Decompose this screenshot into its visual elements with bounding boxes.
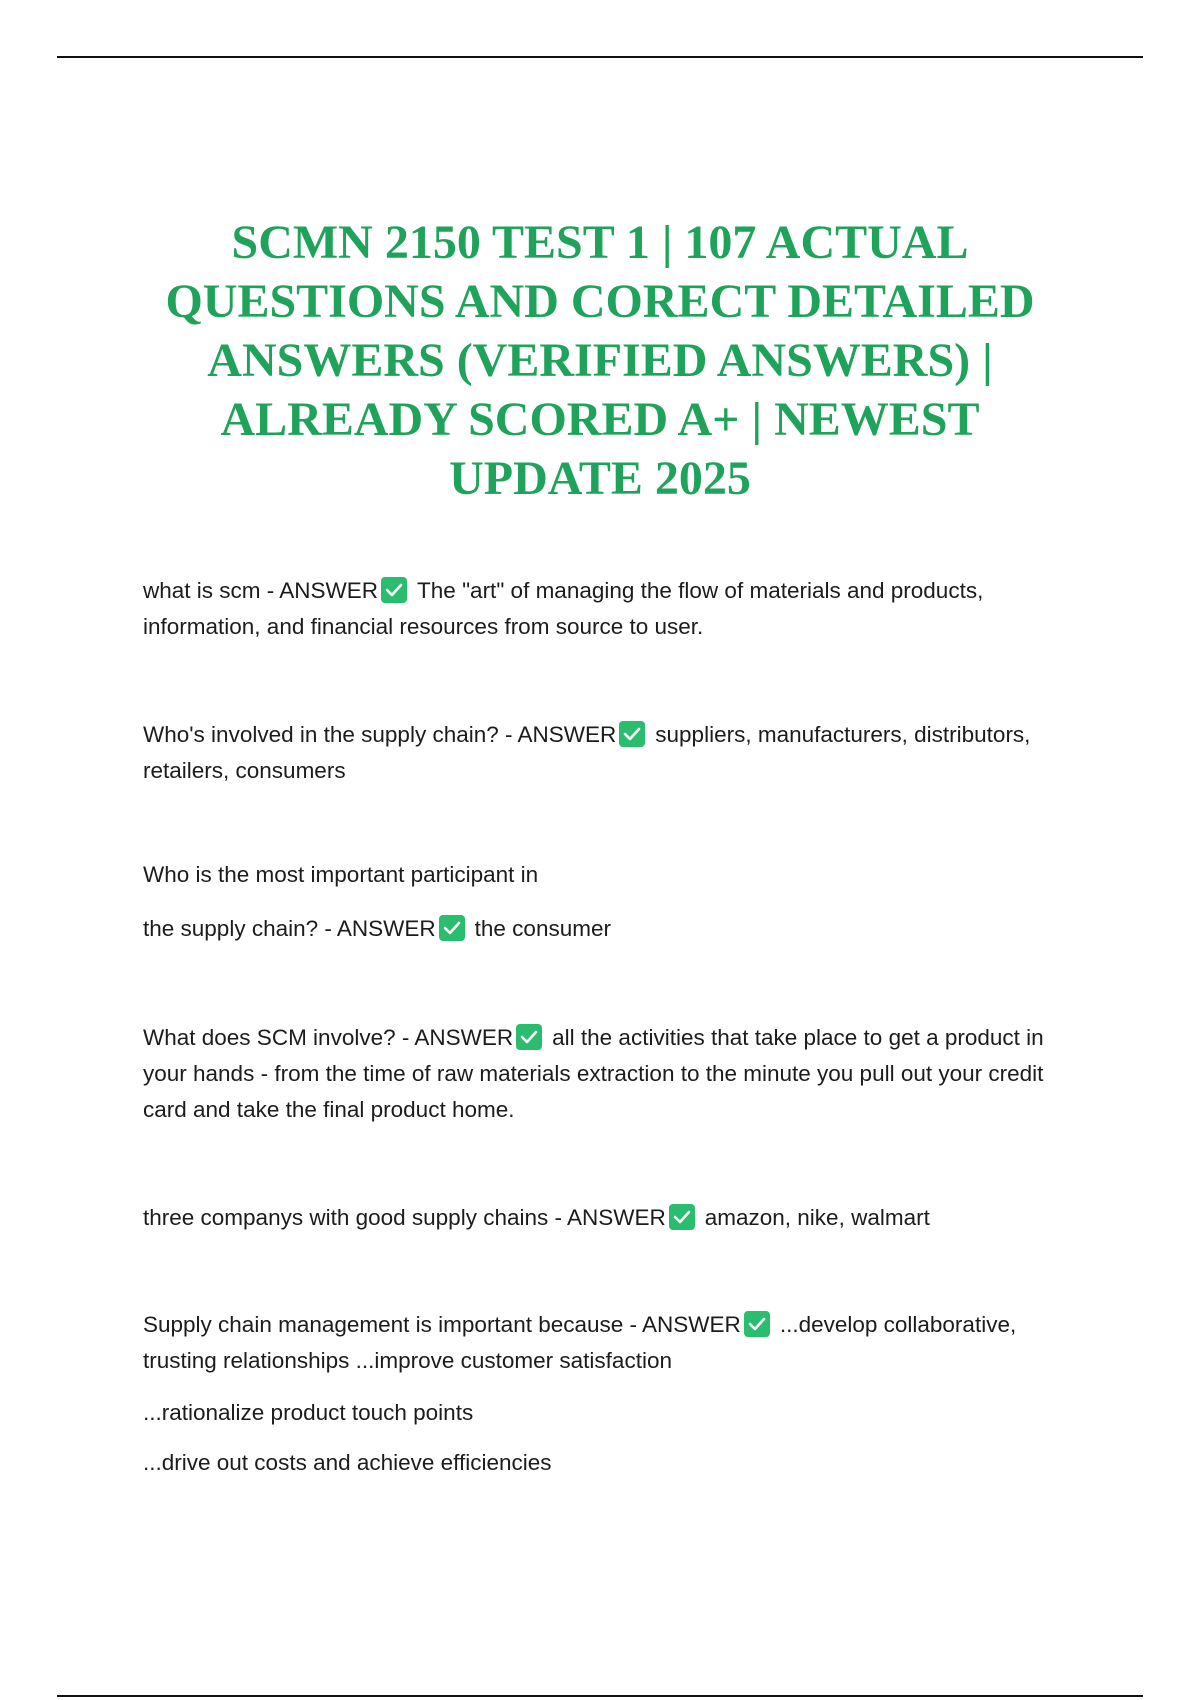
checkmark-icon <box>381 577 407 603</box>
qa-item <box>143 1307 1063 1481</box>
checkmark-icon <box>516 1024 542 1050</box>
answer-marker: ANSWER <box>279 578 379 603</box>
bottom-rule <box>57 1695 1143 1697</box>
question-text: what is scm - <box>143 578 280 603</box>
answer-text: ...develop collaborative, trusting relationships ...improve customer satisfaction <box>143 1312 1017 1373</box>
checkmark-icon <box>439 915 465 941</box>
qa-item <box>143 717 1063 789</box>
qa-text <box>143 717 1063 789</box>
document-title <box>100 213 1100 508</box>
answer-text: the consumer <box>474 916 611 941</box>
qa-item <box>143 573 1063 645</box>
title-line: UPDATE 2025 <box>449 452 751 505</box>
qa-text <box>143 911 1063 947</box>
title-line: QUESTIONS AND CORECT DETAILED <box>165 275 1035 328</box>
answer-marker: ANSWER <box>414 1025 514 1050</box>
qa-item <box>143 857 1063 947</box>
answer-text: amazon, nike, walmart <box>704 1205 930 1230</box>
checkmark-icon <box>619 721 645 747</box>
checkmark-icon <box>669 1204 695 1230</box>
title-line: ANSWERS (VERIFIED ANSWERS) | <box>207 334 993 387</box>
answer-marker: ANSWER <box>566 1205 666 1230</box>
title-line: ALREADY SCORED A+ | NEWEST <box>220 393 980 446</box>
answer-marker: ANSWER <box>642 1312 741 1337</box>
question-line: Who is the most important participant in <box>143 862 539 887</box>
answer-marker: ANSWER <box>336 916 436 941</box>
qa-item <box>143 1200 1063 1236</box>
answer-text: The "art" of managing the flow of materials and products, information, and financial resources from source to user. <box>143 578 984 639</box>
question-text: Supply chain management is important because - <box>143 1312 643 1337</box>
qa-text <box>143 573 1063 645</box>
answer-text: all the activities that take place to get a product in your hands - from the time of raw materials extraction to the minute you pull out your credit card and take the final product home. <box>143 1025 1044 1122</box>
question-text: What does SCM involve? - <box>143 1025 415 1050</box>
qa-text <box>143 1020 1063 1128</box>
qa-text <box>143 1307 1063 1379</box>
answer-text: suppliers, manufacturers, distributors, retailers, consumers <box>143 722 1031 783</box>
checkmark-icon <box>744 1311 770 1337</box>
qa-item <box>143 1020 1063 1128</box>
answer-marker: ANSWER <box>517 722 617 747</box>
question-text: the supply chain? - <box>143 916 337 941</box>
answer-continuation: ...rationalize product touch points <box>143 1400 474 1425</box>
question-text: three companys with good supply chains - <box>143 1205 567 1230</box>
top-rule <box>57 56 1143 58</box>
qa-text <box>143 1200 1063 1236</box>
question-text: Who's involved in the supply chain? - <box>143 722 518 747</box>
answer-continuation: ...drive out costs and achieve efficiencies <box>143 1450 552 1475</box>
title-line: SCMN 2150 TEST 1 | 107 ACTUAL <box>231 216 969 269</box>
